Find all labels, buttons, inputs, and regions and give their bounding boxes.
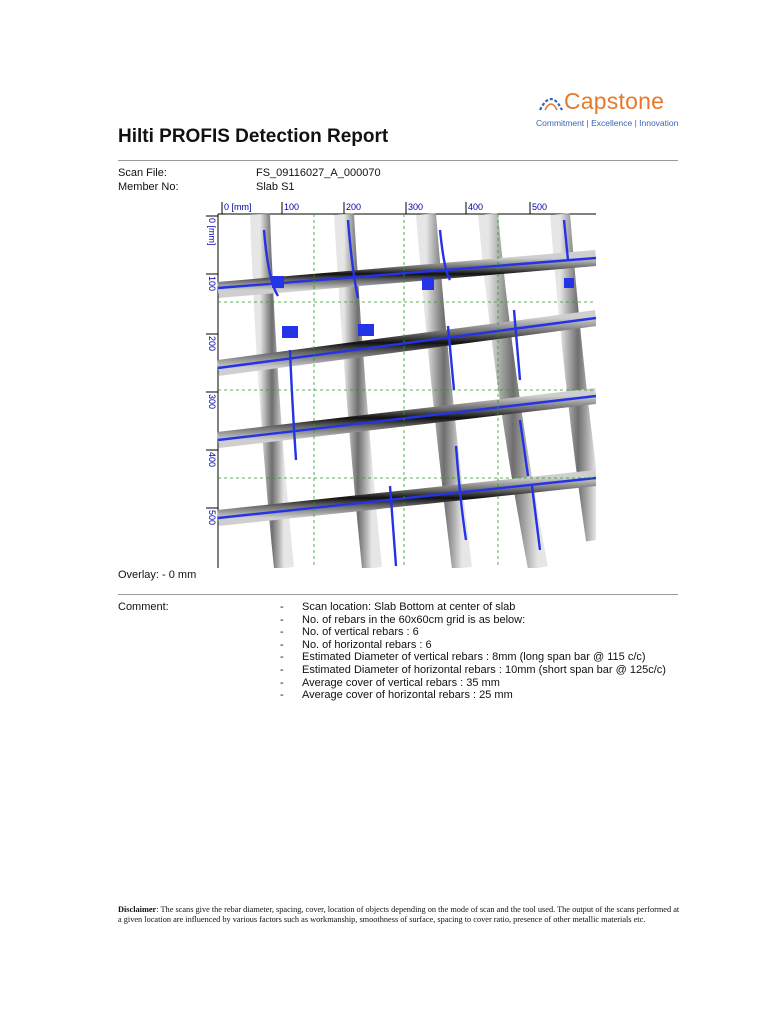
comment-item: - Estimated Diameter of horizontal rebars : 10mm (short span bar @ 125c/c)	[280, 663, 666, 676]
comment-divider	[118, 594, 678, 595]
y-axis	[206, 216, 218, 525]
title-divider	[118, 160, 678, 161]
y-tick-300: 300	[207, 394, 217, 410]
y-tick-200: 200	[207, 336, 217, 352]
comment-item: - Scan location: Slab Bottom at center of slab	[280, 601, 516, 613]
comment-label: Comment:	[118, 601, 169, 613]
scan-file-label: Scan File:	[118, 167, 167, 179]
comment-list	[280, 601, 666, 702]
x-tick-0: 0 [mm]	[224, 202, 252, 212]
comment-item: - Estimated Diameter of vertical rebars : 8mm (long span bar @ 115 c/c)	[280, 651, 646, 664]
comment-item: - Average cover of horizontal rebars : 25 mm	[280, 689, 513, 702]
capstone-logo	[536, 88, 686, 132]
member-no-label: Member No:	[118, 181, 179, 193]
y-tick-100: 100	[207, 276, 217, 292]
scan-file-value: FS_09116027_A_000070	[256, 167, 381, 179]
comment-item: - Average cover of vertical rebars : 35 mm	[280, 676, 500, 689]
comment-item: - No. of rebars in the 60x60cm grid is as below:	[280, 613, 526, 626]
x-tick-100: 100	[284, 202, 300, 212]
report-title: Hilti PROFIS Detection Report	[118, 126, 389, 147]
disclaimer-label: Disclaimer	[118, 905, 157, 914]
x-tick-400: 400	[468, 202, 484, 212]
y-tick-400: 400	[207, 452, 217, 468]
x-tick-300: 300	[408, 202, 424, 212]
disclaimer	[118, 905, 683, 926]
comment-item: - No. of horizontal rebars : 6	[280, 638, 432, 651]
disclaimer-text: : The scans give the rebar diameter, spacing, cover, location of objects depending on the mode of scan and the tool used. The output of the scans performed at a given location are influenced by various factors such as workmanship, smoothness of surface, spacing to cover ratio, presence of other metallic materials etc.	[118, 905, 680, 925]
rebar-scan-image	[204, 200, 596, 568]
y-tick-500: 500	[207, 510, 217, 526]
brand-tagline: Commitment | Excellence | Innovation	[536, 118, 679, 128]
comment-item: - No. of vertical rebars : 6	[280, 626, 419, 639]
overlay-label: Overlay: - 0 mm	[118, 569, 197, 581]
capstone-arch-icon	[536, 90, 566, 114]
x-tick-200: 200	[346, 202, 362, 212]
y-tick-0: 0 [mm]	[207, 218, 217, 246]
x-axis	[222, 202, 547, 214]
member-no-value: Slab S1	[256, 181, 295, 193]
x-tick-500: 500	[532, 202, 548, 212]
brand-name: Capstone	[564, 88, 665, 114]
